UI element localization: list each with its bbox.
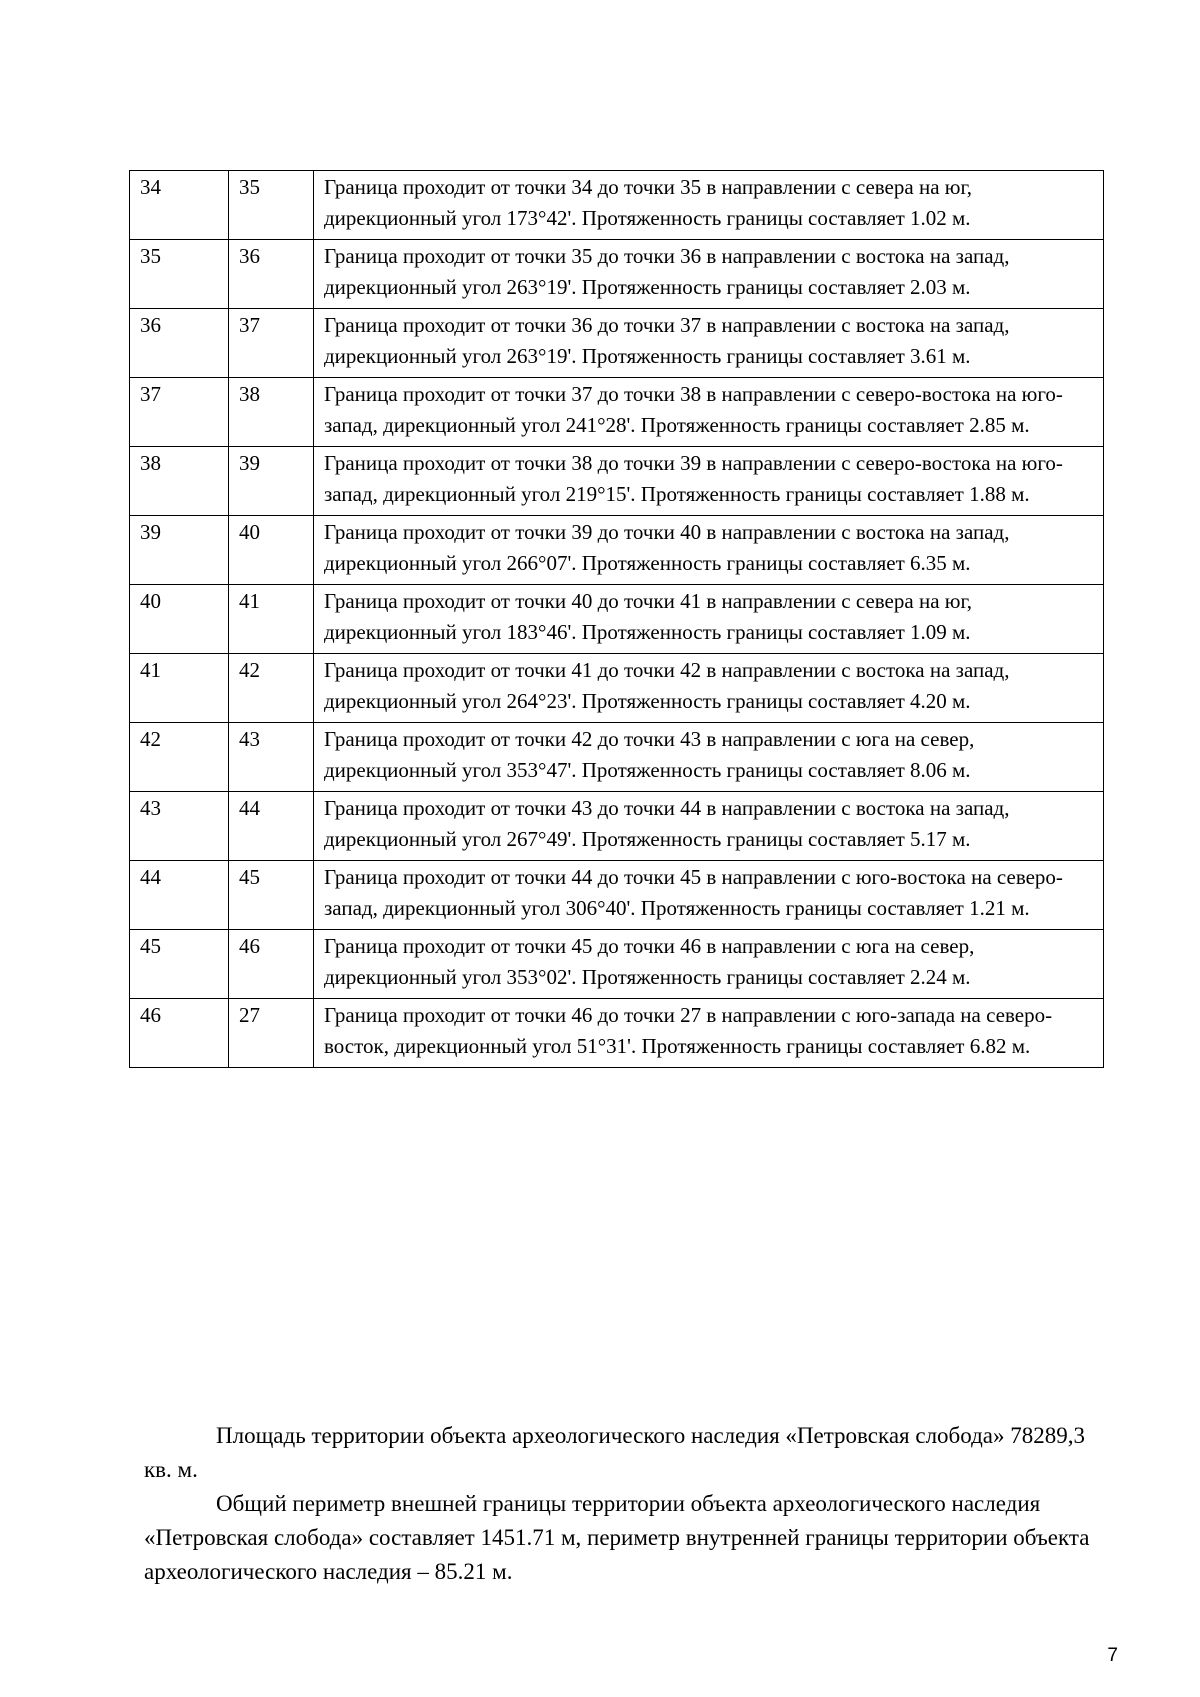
description-cell: Граница проходит от точки 37 до точки 38 в направлении с северо-востока на юго-запад, дирекционный угол 241°28'. Протяженность границы составляет 2.85 м. [314,378,1104,447]
table-row [130,240,1104,309]
table-row [130,309,1104,378]
description-cell: Граница проходит от точки 34 до точки 35 в направлении с севера на юг, дирекционный угол 173°42'. Протяженность границы составляет 1.02 м. [314,171,1104,240]
description-cell: Граница проходит от точки 40 до точки 41 в направлении с севера на юг, дирекционный угол 183°46'. Протяженность границы составляет 1.09 м. [314,585,1104,654]
table-row [130,171,1104,240]
table-row [130,930,1104,999]
end-point-cell: 27 [229,999,314,1068]
start-point-cell: 46 [130,999,229,1068]
page-number: 7 [1107,1645,1118,1666]
description-cell: Граница проходит от точки 38 до точки 39 в направлении с северо-востока на юго-запад, дирекционный угол 219°15'. Протяженность границы составляет 1.88 м. [314,447,1104,516]
start-point-cell: 43 [130,792,229,861]
table-row [130,792,1104,861]
end-point-cell: 46 [229,930,314,999]
table-row [130,585,1104,654]
description-cell: Граница проходит от точки 46 до точки 27 в направлении с юго-запада на северо-восток, дирекционный угол 51°31'. Протяженность границы составляет 6.82 м. [314,999,1104,1068]
description-cell: Граница проходит от точки 43 до точки 44 в направлении с востока на запад, дирекционный угол 267°49'. Протяженность границы составляет 5.17 м. [314,792,1104,861]
start-point-cell: 38 [130,447,229,516]
start-point-cell: 36 [130,309,229,378]
end-point-cell: 40 [229,516,314,585]
start-point-cell: 35 [130,240,229,309]
table-row [130,378,1104,447]
end-point-cell: 39 [229,447,314,516]
perimeter-paragraph: Общий периметр внешней границы территории объекта археологического наследия «Петровская слобода» составляет 1451.71 м, периметр внутренней границы территории объекта археологического наследия – 85.21 м. [144,1491,1090,1584]
start-point-cell: 37 [130,378,229,447]
end-point-cell: 37 [229,309,314,378]
description-cell: Граница проходит от точки 36 до точки 37 в направлении с востока на запад, дирекционный угол 263°19'. Протяженность границы составляет 3.61 м. [314,309,1104,378]
end-point-cell: 38 [229,378,314,447]
table-row [130,723,1104,792]
summary-section [144,1419,1107,1589]
end-point-cell: 43 [229,723,314,792]
boundary-table-body [130,171,1104,1068]
start-point-cell: 39 [130,516,229,585]
description-cell: Граница проходит от точки 41 до точки 42 в направлении с востока на запад, дирекционный угол 264°23'. Протяженность границы составляет 4.20 м. [314,654,1104,723]
start-point-cell: 44 [130,861,229,930]
area-paragraph: Площадь территории объекта археологического наследия «Петровская слобода» 78289,3 кв. м. [144,1423,1085,1482]
table-row [130,447,1104,516]
end-point-cell: 41 [229,585,314,654]
end-point-cell: 42 [229,654,314,723]
start-point-cell: 42 [130,723,229,792]
end-point-cell: 36 [229,240,314,309]
description-cell: Граница проходит от точки 39 до точки 40 в направлении с востока на запад, дирекционный угол 266°07'. Протяженность границы составляет 6.35 м. [314,516,1104,585]
end-point-cell: 45 [229,861,314,930]
table-row [130,861,1104,930]
start-point-cell: 45 [130,930,229,999]
description-cell: Граница проходит от точки 45 до точки 46 в направлении с юга на север, дирекционный угол 353°02'. Протяженность границы составляет 2.24 м. [314,930,1104,999]
description-cell: Граница проходит от точки 35 до точки 36 в направлении с востока на запад, дирекционный угол 263°19'. Протяженность границы составляет 2.03 м. [314,240,1104,309]
table-row [130,654,1104,723]
start-point-cell: 34 [130,171,229,240]
table-row [130,999,1104,1068]
table-row [130,516,1104,585]
start-point-cell: 40 [130,585,229,654]
description-cell: Граница проходит от точки 44 до точки 45 в направлении с юго-востока на северо-запад, дирекционный угол 306°40'. Протяженность границы составляет 1.21 м. [314,861,1104,930]
start-point-cell: 41 [130,654,229,723]
description-cell: Граница проходит от точки 42 до точки 43 в направлении с юга на север, дирекционный угол 353°47'. Протяженность границы составляет 8.06 м. [314,723,1104,792]
end-point-cell: 44 [229,792,314,861]
end-point-cell: 35 [229,171,314,240]
boundary-table [129,170,1104,1068]
